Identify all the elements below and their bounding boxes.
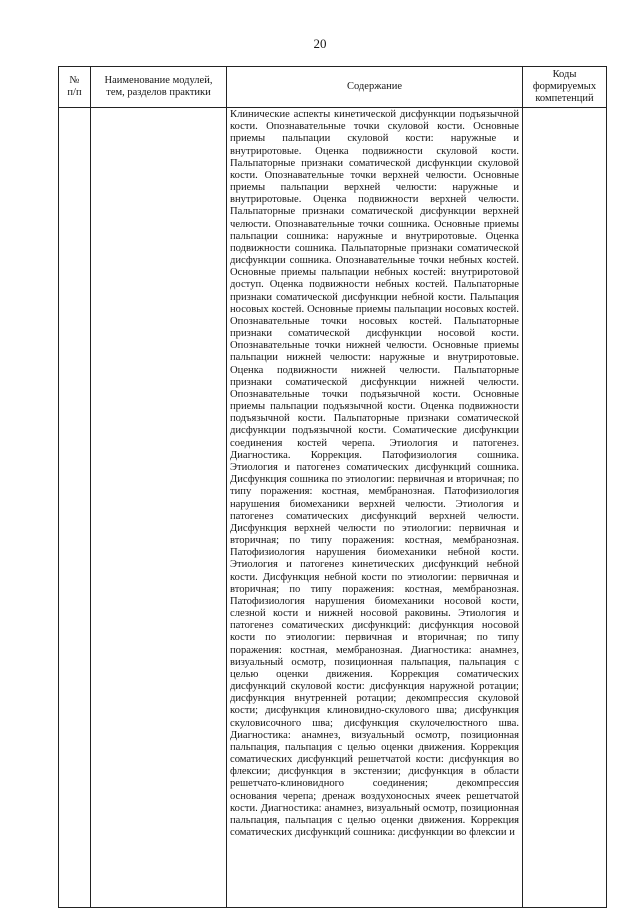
content-line: соединения костей черепа. Этиология и патогенез.: [230, 437, 519, 449]
header-content: [227, 67, 523, 108]
content-line: приемы пальпации верхней челюсти: наружные и: [230, 182, 519, 194]
content-line: дисфункции сошника. Опознавательные точки небных костей.: [230, 255, 519, 267]
content-line: Этиология и патогенез кинетических дисфункций небной: [230, 559, 519, 571]
content-line: приемы пальпации скуловой кости: наружные и: [230, 133, 519, 145]
content-line: дисфункций скуловой кости: дисфункция наружной ротации;: [230, 681, 519, 693]
content-line: соматических дисфункций сошника: дисфункции во флексии и: [230, 827, 515, 839]
content-line: Пальпаторные признаки соматической дисфункции скуловой: [230, 157, 519, 169]
content-text: [230, 109, 519, 839]
content-line: Пальпаторные признаки соматической дисфункции верхней: [230, 206, 519, 218]
content-line: флексии; дисфункция в экстензии; дисфункция в области: [230, 766, 519, 778]
header-number: [59, 67, 91, 108]
header-codes-line-2: формируемых: [532, 81, 597, 92]
content-line: Основные приемы пальпации небных костей: внутриротовой: [230, 267, 519, 279]
cell-name: [91, 108, 227, 908]
content-line: основания черепа; дренаж воздухоносных ячеек решетчатой: [230, 790, 519, 802]
content-line: пальпация, пальпация с целью оценки движения. Коррекция: [230, 741, 519, 753]
content-line: соматических дисфункций решетчатой кости: дисфункция во: [230, 754, 519, 766]
header-name-line-2: тем, разделов практики: [106, 87, 211, 98]
header-content-label: Содержание: [346, 81, 403, 92]
cell-number: [59, 108, 91, 908]
content-line: Опознавательные точки нижней челюсти. Основные приемы: [230, 340, 519, 352]
content-line: Этиология и патогенез соматических дисфункций сошника.: [230, 461, 519, 473]
content-line: Патофизиология нарушения биомеханики небной кости.: [230, 547, 519, 559]
content-line: Диагностика: анамнез, визуальный осмотр, позиционная: [230, 729, 519, 741]
content-line: Дисфункция верхней челюсти по этиологии: первичная и: [230, 522, 519, 534]
content-line: кости; дисфункция клиновидно-скулового шва; дисфункция: [230, 705, 519, 717]
content-line: патогенез соматических дисфункций: дисфункция носовой: [230, 620, 519, 632]
page-number: 20: [313, 36, 327, 51]
content-line: подвижности сошника. Пальпаторные признаки соматической: [230, 242, 519, 254]
header-codes-line-1: Коды: [552, 69, 577, 80]
content-line: Оценка подвижности нижней челюсти. Пальпаторные: [230, 364, 519, 376]
content-line: пальпация, пальпация с целью оценки движения. Коррекция: [230, 814, 519, 826]
content-line: патогенез соматических дисфункций верхней челюсти.: [230, 510, 519, 522]
content-line: внутриротовые. Оценка подвижности верхней челюсти.: [230, 194, 519, 206]
content-line: слезной кости и нижней носовой раковины. Этиология и: [230, 608, 519, 620]
content-line: кости. Диагностика: анамнез, визуальный осмотр, позиционная: [230, 802, 519, 814]
content-line: подъязычной кости. Пальпаторные признаки соматической: [230, 413, 519, 425]
program-table: [58, 66, 607, 908]
content-line: Опознавательные точки подъязычной кости. Основные: [230, 388, 519, 400]
content-line: Дисфункция сошника по этиологии: первичная и вторичная; по: [230, 474, 519, 486]
content-line: Патофизиология нарушения биомеханики носовой кости,: [230, 595, 519, 607]
content-line: нарушения биомеханики верхней челюсти. Этиология и: [230, 498, 519, 510]
content-line: скуловисочного шва; дисфункция скулочелюстного шва.: [230, 717, 519, 729]
content-line: решетчато-клиновидного соединения; декомпрессия: [230, 778, 519, 790]
content-line: вторичная; по типу поражения: костная, мембранозная.: [230, 583, 519, 595]
content-line: визуальный осмотр, позиционная пальпация, пальпация с: [230, 656, 519, 668]
content-line: кости. Опознавательные точки верхней челюсти. Основные: [230, 169, 519, 181]
content-line: Диагностика. Коррекция. Патофизиология сошника.: [230, 449, 519, 461]
content-line: Опознавательные точки носовых костей. Пальпаторные: [230, 315, 519, 327]
header-codes: [523, 67, 607, 108]
content-line: кости. Дисфункция небной кости по этиологии: первичная и: [230, 571, 519, 583]
cell-codes: [523, 108, 607, 908]
content-line: целью оценки движения. Коррекция соматических: [230, 668, 519, 680]
header-name-line-1: Наименование модулей,: [104, 75, 213, 86]
content-line: челюсти. Опознавательные точки сошника. Основные приемы: [230, 218, 519, 230]
content-line: признаки соматической дисфункции небной кости. Пальпация: [230, 291, 519, 303]
content-line: признаки соматической дисфункции нижней челюсти.: [230, 376, 519, 388]
content-line: пальпации сошника: наружные и внутриротовые. Оценка: [230, 230, 519, 242]
content-line: носовых костей. Основные приемы пальпации носовых костей.: [230, 303, 519, 315]
content-line: поражения: костная, мембранозная. Диагностика: анамнез,: [230, 644, 519, 656]
table-header-row: [59, 67, 607, 108]
table-row: [59, 108, 607, 908]
content-line: кости по этиологии: первичная и вторичная; по типу: [230, 632, 519, 644]
content-line: Клинические аспекты кинетической дисфункции подъязычной: [230, 109, 519, 120]
content-line: доступ. Оценка подвижности небных костей. Пальпаторные: [230, 279, 519, 291]
cell-content: [227, 108, 523, 908]
header-number-line-2: п/п: [67, 87, 82, 98]
content-line: внутриротовые. Оценка подвижности скуловой кости.: [230, 145, 519, 157]
header-codes-line-3: компетенций: [535, 93, 594, 104]
header-number-line-1: №: [69, 75, 80, 86]
content-line: дисфункции подъязычной кости. Соматические дисфункции: [230, 425, 519, 437]
content-line: приемы пальпации подъязычной кости. Оценка подвижности: [230, 401, 519, 413]
content-line: кости. Опознавательные точки скуловой кости. Основные: [230, 121, 519, 133]
header-name: [91, 67, 227, 108]
content-line: дисфункция внутренней ротации; декомпрессия скуловой: [230, 693, 519, 705]
content-line: типу поражения: костная, мембранозная. Патофизиология: [230, 486, 519, 498]
content-line: признаки соматической дисфункции носовой кости.: [230, 328, 519, 340]
content-line: вторичная; по типу поражения: костная, мембранозная.: [230, 535, 519, 547]
content-line: пальпации нижней челюсти: наружные и внутриротовые.: [230, 352, 519, 364]
